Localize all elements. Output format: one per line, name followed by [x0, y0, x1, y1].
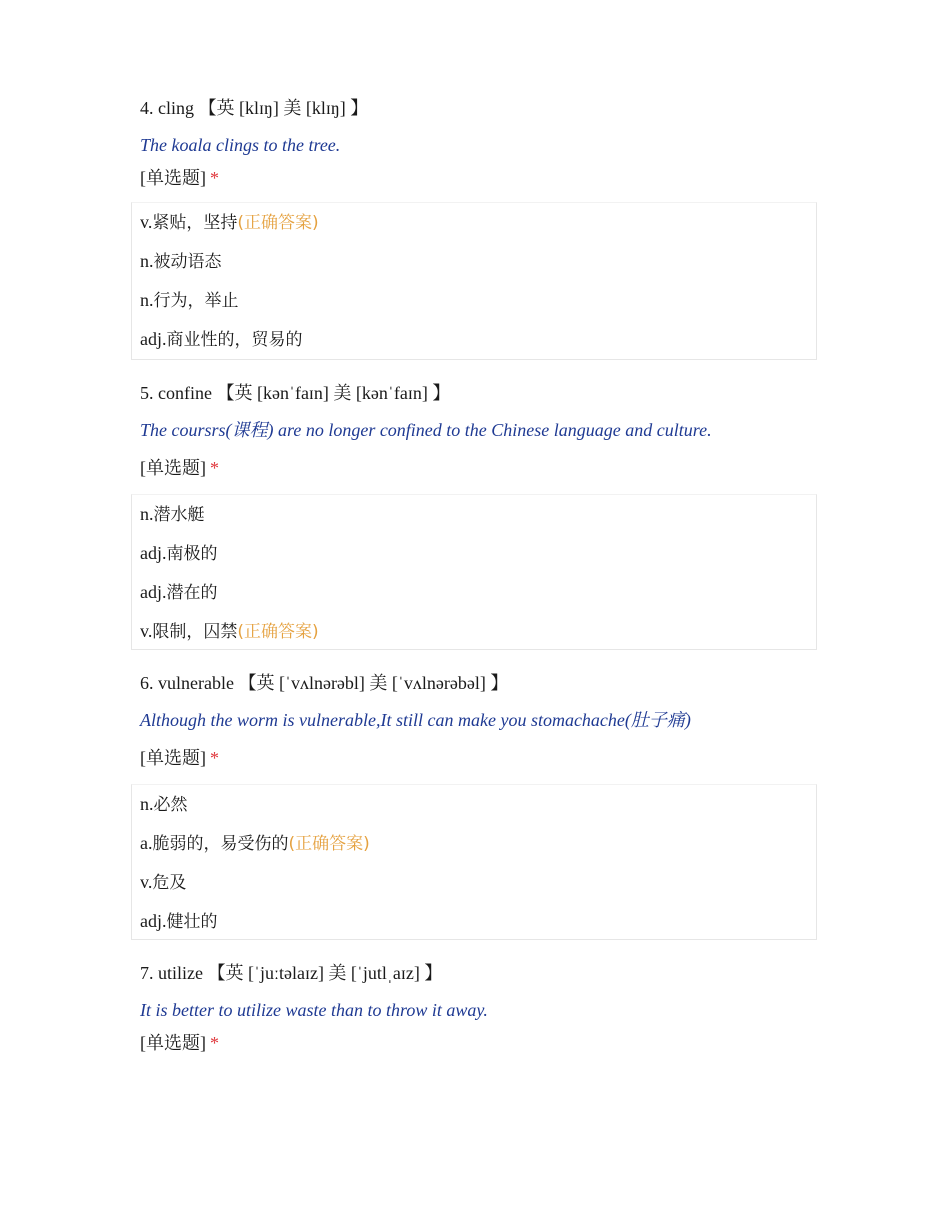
example-sentence: It is better to utilize waste than to throw it away. — [140, 1000, 488, 1020]
option[interactable]: n.潜水艇 — [140, 504, 205, 525]
question-type: [单选题] * — [140, 458, 219, 478]
option[interactable]: adj.商业性的，贸易的 — [140, 329, 303, 350]
required-marker: * — [210, 458, 219, 478]
example-sentence: The koala clings to the tree. — [140, 135, 341, 155]
option[interactable]: v.紧贴，坚持(正确答案) — [140, 212, 319, 233]
question-title: 7. utilize 【英 [ˈjuːtəlaɪz] 美 [ˈjutlˌaɪz] 】 — [140, 963, 443, 983]
option[interactable]: adj.南极的 — [140, 543, 218, 564]
option[interactable]: adj.潜在的 — [140, 582, 218, 603]
question-type: [单选题] * — [140, 168, 219, 188]
option[interactable]: n.行为，举止 — [140, 290, 239, 311]
option[interactable]: v.限制，囚禁(正确答案) — [140, 621, 319, 642]
question-title: 4. cling 【英 [klɪŋ] 美 [klɪŋ] 】 — [140, 98, 369, 118]
option[interactable]: adj.健壮的 — [140, 911, 218, 932]
option[interactable]: v.危及 — [140, 872, 187, 893]
option[interactable]: a.脆弱的，易受伤的(正确答案) — [140, 833, 370, 854]
question-title: 5. confine 【英 [kənˈfaɪn] 美 [kənˈfaɪn] 】 — [140, 383, 451, 403]
question-title: 6. vulnerable 【英 [ˈvʌlnərəbl] 美 [ˈvʌlnərəbəl] 】 — [140, 673, 509, 693]
options-list — [131, 494, 817, 650]
example-sentence: The coursrs(课程) are no longer confined to the Chinese language and culture. — [140, 420, 712, 440]
question-type: [单选题] * — [140, 748, 219, 768]
option[interactable]: n.必然 — [140, 794, 188, 815]
options-list — [131, 784, 817, 940]
question-type: [单选题] * — [140, 1033, 219, 1053]
options-list — [131, 202, 817, 360]
required-marker: * — [210, 748, 219, 768]
required-marker: * — [210, 168, 219, 188]
option[interactable]: n.被动语态 — [140, 251, 222, 272]
correct-answer-mark: (正确答案) — [237, 213, 319, 233]
example-sentence: Although the worm is vulnerable,It still can make you stomachache(肚子痛) — [140, 710, 691, 730]
correct-answer-mark: (正确答案) — [288, 834, 370, 854]
correct-answer-mark: (正确答案) — [237, 622, 319, 642]
required-marker: * — [210, 1033, 219, 1053]
